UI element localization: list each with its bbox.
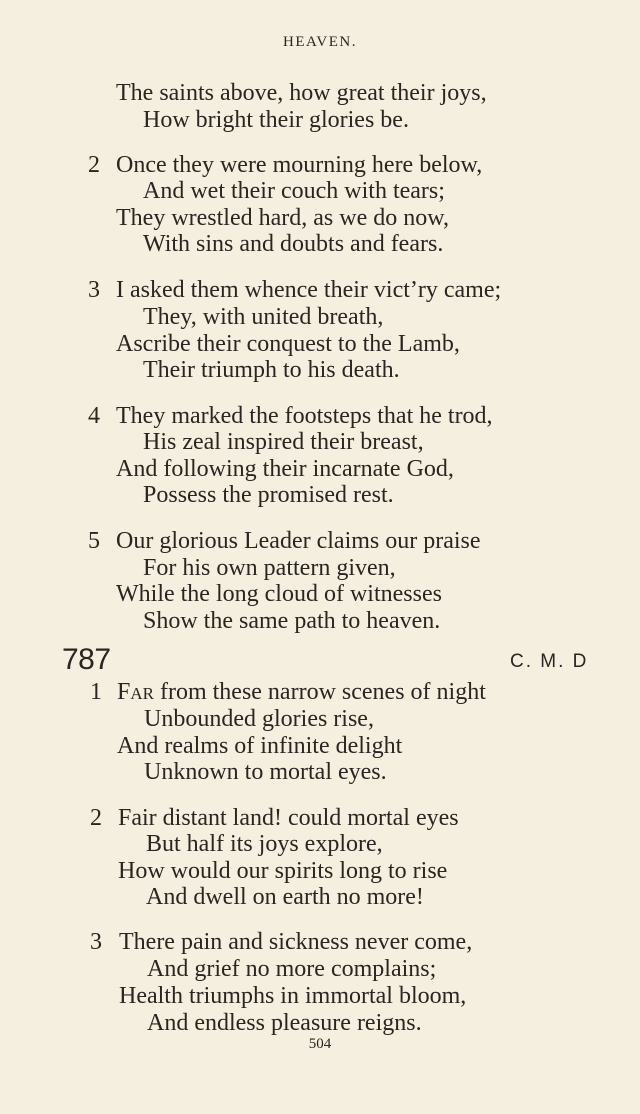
verse-line: For his own pattern given, bbox=[143, 555, 396, 581]
verse-line bbox=[117, 679, 486, 705]
verse-line: And wet their couch with tears; bbox=[143, 178, 445, 204]
verse-line: How would our spirits long to rise bbox=[118, 858, 448, 884]
verse-line: Ascribe their conquest to the Lamb, bbox=[116, 331, 460, 357]
verse-line: Possess the promised rest. bbox=[143, 482, 394, 508]
verse-line: Their triumph to his death. bbox=[143, 357, 400, 383]
stanza-number: 5 bbox=[88, 528, 100, 554]
verse-line: While the long cloud of witnesses bbox=[116, 581, 442, 607]
hymn-number: 787 bbox=[62, 643, 111, 676]
running-head: HEAVEN. bbox=[283, 34, 357, 50]
page-number: 504 bbox=[308, 1036, 332, 1052]
verse-line: Our glorious Leader claims our praise bbox=[116, 528, 481, 554]
verse-line: Health triumphs in immortal bloom, bbox=[119, 983, 467, 1009]
verse-line: Show the same path to heaven. bbox=[143, 608, 441, 634]
first-line-rest: from these narrow scenes of night bbox=[153, 679, 486, 705]
verse-line: The saints above, how great their joys, bbox=[116, 80, 487, 106]
verse-line: And following their incarnate God, bbox=[116, 456, 454, 482]
verse-line: And endless pleasure reigns. bbox=[147, 1010, 422, 1036]
stanza-number: 3 bbox=[90, 929, 102, 955]
stanza-number: 2 bbox=[88, 152, 100, 178]
verse-line: His zeal inspired their breast, bbox=[143, 429, 424, 455]
verse-line: I asked them whence their vict’ry came; bbox=[116, 277, 502, 303]
stanza-number: 2 bbox=[90, 805, 102, 831]
hymn-meter: C. M. D bbox=[510, 651, 589, 672]
verse-line: They marked the footsteps that he trod, bbox=[116, 403, 493, 429]
stanza-number: 1 bbox=[90, 679, 102, 705]
first-word: Far bbox=[117, 679, 154, 705]
verse-line: With sins and doubts and fears. bbox=[143, 231, 444, 257]
verse-line: How bright their glories be. bbox=[143, 107, 409, 133]
verse-line: And grief no more complains; bbox=[147, 956, 437, 982]
verse-line: There pain and sickness never come, bbox=[119, 929, 473, 955]
verse-line: Fair distant land! could mortal eyes bbox=[118, 805, 459, 831]
stanza-number: 4 bbox=[88, 403, 100, 429]
verse-line: Unknown to mortal eyes. bbox=[144, 759, 387, 785]
verse-line: Once they were mourning here below, bbox=[116, 152, 483, 178]
verse-line: They, with united breath, bbox=[143, 304, 384, 330]
verse-line: And realms of infinite delight bbox=[117, 733, 403, 759]
verse-line: They wrestled hard, as we do now, bbox=[116, 205, 450, 231]
verse-line: And dwell on earth no more! bbox=[146, 884, 424, 910]
stanza-number: 3 bbox=[88, 277, 100, 303]
verse-line: But half its joys explore, bbox=[146, 831, 383, 857]
verse-line: Unbounded glories rise, bbox=[144, 706, 374, 732]
